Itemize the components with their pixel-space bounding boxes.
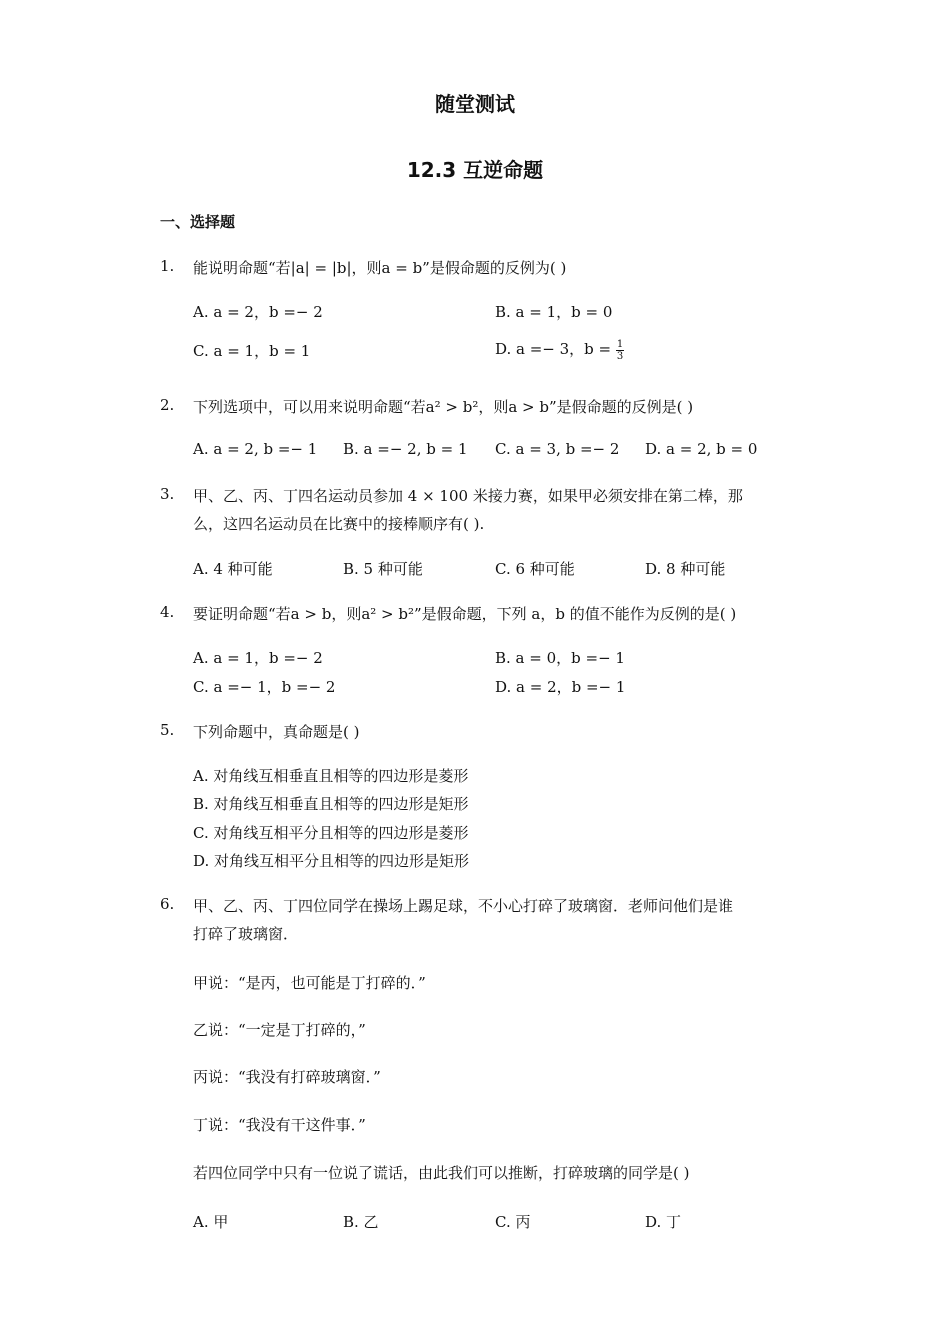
option-c: C. a =− 1，b =− 2 — [193, 678, 336, 696]
option-b: B. a =− 2, b = 1 — [343, 440, 468, 458]
question-text-line1: 甲、乙、丙、丁四位同学在操场上踢足球，不小心打碎了玻璃窗．老师问他们是谁 — [193, 897, 734, 915]
question-number: 2. — [160, 396, 175, 414]
option-d: D. 对角线互相平分且相等的四边形是矩形 — [193, 852, 470, 870]
option-a: A. 甲 — [193, 1213, 229, 1231]
page-title: 随堂测试 — [435, 92, 515, 116]
question-text: 下列命题中，真命题是( ) — [193, 723, 360, 741]
question-text: 要证明命题“若a > b，则a² > b²”是假命题，下列 a，b 的值不能作为反例的是( ) — [193, 605, 737, 623]
question-number: 1. — [160, 257, 175, 275]
option-d-text: D. a =− 3，b = — [495, 340, 612, 358]
option-c: C. a = 1，b = 1 — [193, 342, 311, 360]
option-d: D. 丁 — [645, 1213, 682, 1231]
statement-ding: 丁说：“我没有干这件事．” — [193, 1116, 366, 1134]
option-a: A. 4 种可能 — [193, 560, 273, 578]
option-c: C. 丙 — [495, 1213, 531, 1231]
question-text-line2: 么，这四名运动员在比赛中的接棒顺序有( ). — [193, 515, 485, 533]
option-a: A. a = 2，b =− 2 — [193, 303, 323, 321]
question-number: 5. — [160, 721, 175, 739]
statement-yi: 乙说：“一定是丁打碎的，” — [193, 1021, 366, 1039]
option-d: D. 8 种可能 — [645, 560, 726, 578]
option-b: B. 乙 — [343, 1213, 379, 1231]
option-d: D. a = 2，b =− 1 — [495, 678, 626, 696]
statement-bing: 丙说：“我没有打碎玻璃窗．” — [193, 1068, 381, 1086]
option-a: A. a = 2, b =− 1 — [193, 440, 318, 458]
option-a: A. a = 1，b =− 2 — [193, 649, 323, 667]
section-heading: 一、选择题 — [160, 213, 236, 231]
option-b: B. 对角线互相垂直且相等的四边形是矩形 — [193, 795, 469, 813]
option-c: C. 对角线互相平分且相等的四边形是菱形 — [193, 824, 469, 842]
statement-jia: 甲说：“是丙，也可能是丁打碎的．” — [193, 974, 426, 992]
question-text: 能说明命题“若|a| = |b|，则a = b”是假命题的反例为( ) — [193, 259, 567, 277]
option-b: B. 5 种可能 — [343, 560, 423, 578]
question-number: 3. — [160, 485, 175, 503]
option-b: B. a = 0，b =− 1 — [495, 649, 625, 667]
fraction-denominator: 3 — [616, 350, 624, 362]
page-subtitle: 12.3 互逆命题 — [406, 158, 544, 182]
option-d: D. a = 2, b = 0 — [645, 440, 758, 458]
option-d — [495, 338, 624, 362]
question-number: 4. — [160, 603, 175, 621]
question-prompt: 若四位同学中只有一位说了谎话，由此我们可以推断，打碎玻璃的同学是( ) — [193, 1164, 690, 1182]
question-text-line2: 打碎了玻璃窗． — [193, 925, 299, 943]
fraction — [616, 339, 624, 362]
option-c: C. 6 种可能 — [495, 560, 575, 578]
question-text: 下列选项中，可以用来说明命题“若a² > b²，则a > b”是假命题的反例是( ) — [193, 398, 694, 416]
fraction-numerator: 1 — [616, 338, 624, 350]
option-a: A. 对角线互相垂直且相等的四边形是菱形 — [193, 767, 469, 785]
option-b: B. a = 1，b = 0 — [495, 303, 613, 321]
question-text-line1: 甲、乙、丙、丁四名运动员参加 4 × 100 米接力赛，如果甲必须安排在第二棒，那 — [193, 487, 743, 505]
question-number: 6. — [160, 895, 175, 913]
option-c: C. a = 3, b =− 2 — [495, 440, 620, 458]
